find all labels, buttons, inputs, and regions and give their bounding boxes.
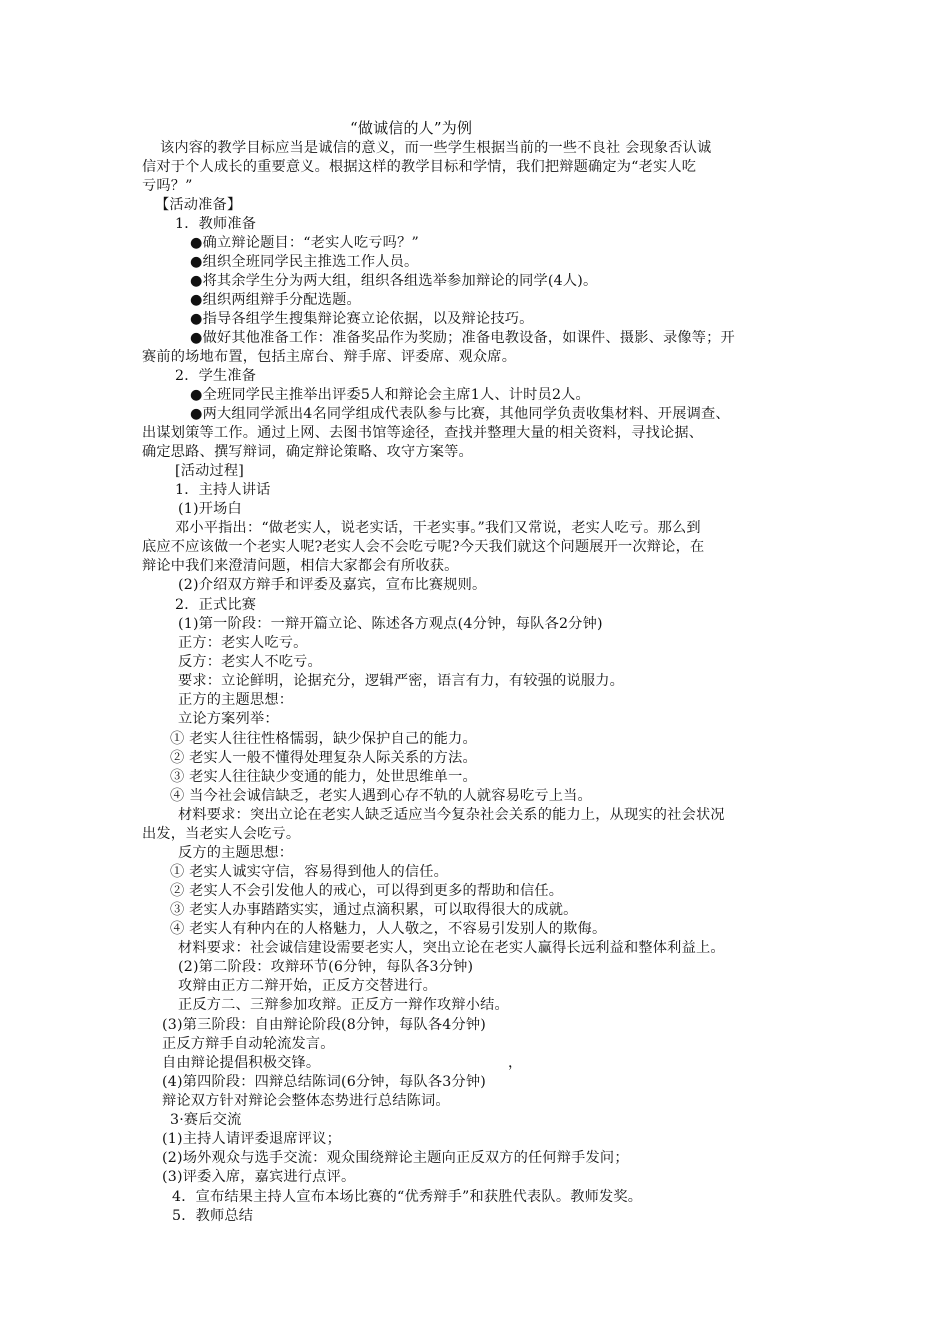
list-item: ① 老实人往往性格懦弱，缺少保护自己的能力。: [170, 731, 477, 747]
intro-line: 信对于个人成长的重要意义。根据这样的教学目标和学情，我们把辩题确定为“老实人吃: [142, 159, 697, 175]
con-material: 材料要求：社会诚信建设需要老实人，突出立论在老实人赢得长远利益和整体利益上。: [178, 940, 725, 956]
match-heading: 2．正式比赛: [175, 597, 257, 613]
section-heading-process: [活动过程]: [175, 463, 245, 479]
stage-1: (1)第一阶段：一辩开篇立论、陈述各方观点(4分钟，每队各2分钟): [178, 616, 603, 632]
con-side: 反方：老实人不吃亏。: [178, 654, 322, 670]
summary-heading: 5．教师总结: [172, 1208, 254, 1224]
list-item: (1)主持人请评委退席评议；: [162, 1131, 341, 1147]
list-item: ●全班同学民主推举出评委5人和辩论会主席1人、计时员2人。: [190, 387, 590, 403]
pro-material: 材料要求：突出立论在老实人缺乏适应当今复杂社会关系的能力上，从现实的社会状况: [178, 807, 725, 823]
stage-2-text: 攻辩由正方二辩开始，正反方交替进行。: [178, 978, 437, 994]
list-item: ●将其余学生分为两大组，组织各组选举参加辩论的同学(4人)。: [190, 273, 598, 289]
list-item: 出谋划策等工作。通过上网、去图书馆等途径，查找并整理大量的相关资料，寻找论据、: [142, 425, 704, 441]
pro-material: 出发，当老实人会吃亏。: [142, 826, 301, 842]
list-item: (2)场外观众与选手交流：观众围绕辩论主题向正反双方的任何辩手发问；: [162, 1150, 629, 1166]
list-item: 确定思路、撰写辩词，确定辩论策略、攻守方案等。: [142, 444, 473, 460]
list-item: ●组织全班同学民主推选工作人员。: [190, 254, 419, 270]
requirement: 要求：立论鲜明，论据充分，逻辑严密，语言有力，有较强的说服力。: [178, 673, 625, 689]
opening-text: 辩论中我们来澄清问题，相信大家都会有所收获。: [142, 558, 459, 574]
list-item: ●组织两组辩手分配选题。: [190, 292, 361, 308]
list-item: ●两大组同学派出4名同学组成代表队参与比赛，其他同学负责收集材料、开展调查、: [190, 406, 730, 422]
stage-2-text: 正反方二、三辩参加攻辩。正反方一辩作攻辩小结。: [178, 997, 509, 1013]
list-item: ④ 老实人有种内在的人格魅力，人人敬之，不容易引发别人的欺侮。: [170, 921, 607, 937]
stage-4: (4)第四阶段：四辩总结陈词(6分钟，每队各3分钟): [162, 1074, 486, 1090]
stage-3-text: 自由辩论提倡积极交锋。: [162, 1055, 321, 1071]
section-heading-prep: 【活动准备】: [155, 197, 242, 213]
opening-text: 邓小平指出：“做老实人，说老实话，干老实事。”我们又常说，老实人吃亏。那么到: [175, 520, 701, 536]
intro-line: 亏吗？”: [142, 178, 193, 194]
stage-3-text: 正反方辩手自动轮流发言。: [162, 1036, 335, 1052]
pro-list-heading: 立论方案列举：: [178, 711, 279, 727]
stray-comma: ，: [508, 1055, 523, 1071]
pro-theme-heading: 正方的主题思想：: [178, 692, 294, 708]
result-text: 4．宣布结果主持人宣布本场比赛的“优秀辩手”和获胜代表队。教师发奖。: [172, 1189, 643, 1205]
page-title: “做诚信的人”为例: [350, 119, 473, 137]
list-item: ③ 老实人往往缺少变通的能力，处世思维单一。: [170, 769, 477, 785]
list-item: (3)评委入席，嘉宾进行点评。: [162, 1169, 356, 1185]
stage-3: (3)第三阶段：自由辩论阶段(8分钟，每队各4分钟): [162, 1017, 486, 1033]
host-heading: 1．主持人讲话: [175, 482, 271, 498]
list-item: ●做好其他准备工作：准备奖品作为奖励；准备电教设备，如课件、摄影、录像等；开: [190, 330, 735, 346]
opening-text: 底应不应该做一个老实人呢?老实人会不会吃亏呢?今天我们就这个问题展开一次辩论，在: [142, 539, 705, 555]
list-item: ●确立辩论题目：“老实人吃亏吗？”: [190, 235, 419, 251]
list-item: ●指导各组学生搜集辩论赛立论依据，以及辩论技巧。: [190, 311, 534, 327]
after-heading: 3·赛后交流: [170, 1112, 242, 1128]
list-item: ③ 老实人办事踏踏实实，通过点滴积累，可以取得很大的成就。: [170, 902, 578, 918]
list-item: ④ 当今社会诚信缺乏，老实人遇到心存不轨的人就容易吃亏上当。: [170, 788, 592, 804]
opening-heading: (1)开场白: [178, 501, 242, 517]
list-item: ② 老实人一般不懂得处理复杂人际关系的方法。: [170, 750, 477, 766]
list-item: ② 老实人不会引发他人的戒心，可以得到更多的帮助和信任。: [170, 883, 564, 899]
stage-4-text: 辩论双方针对辩论会整体态势进行总结陈词。: [162, 1093, 450, 1109]
con-theme-heading: 反方的主题思想：: [178, 845, 294, 861]
student-prep-heading: 2．学生准备: [175, 368, 257, 384]
list-item: 赛前的场地布置，包括主席台、辩手席、评委席、观众席。: [142, 349, 517, 365]
intro-rules: (2)介绍双方辩手和评委及嘉宾，宣布比赛规则。: [178, 577, 487, 593]
list-item: ① 老实人诚实守信，容易得到他人的信任。: [170, 864, 449, 880]
intro-line: 该内容的教学目标应当是诚信的意义，而一些学生根据当前的一些不良社 会现象否认诚: [160, 140, 712, 156]
stage-2: (2)第二阶段：攻辩环节(6分钟，每队各3分钟): [178, 959, 474, 975]
teacher-prep-heading: 1．教师准备: [175, 216, 257, 232]
pro-side: 正方：老实人吃亏。: [178, 635, 308, 651]
